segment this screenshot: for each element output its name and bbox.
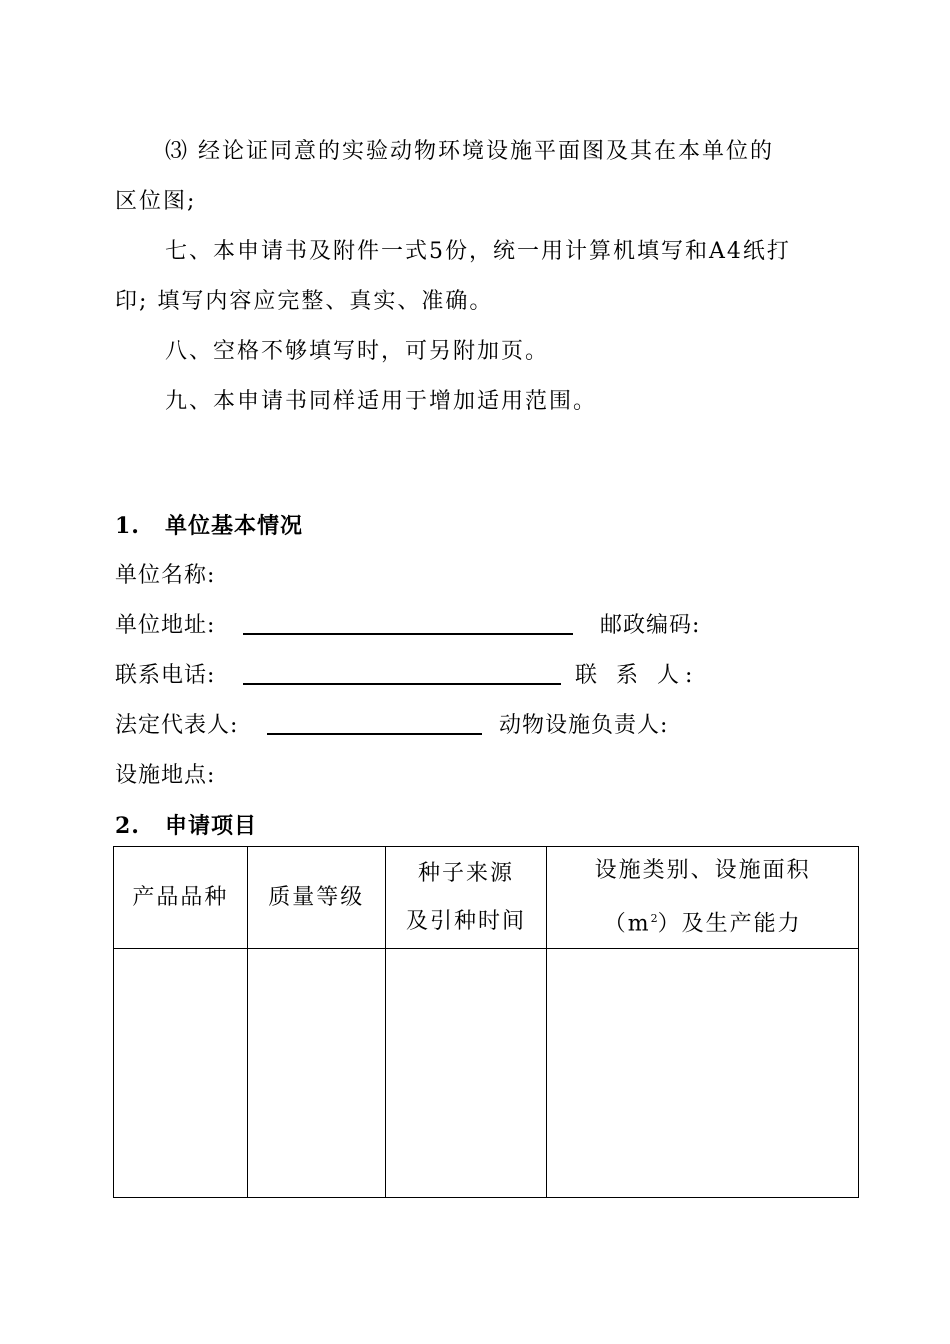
legal-rep-row <box>115 711 875 741</box>
facility-head-label: 动物设施负责人: <box>499 713 669 738</box>
phone-label: 联系电话: <box>115 663 216 688</box>
legal-rep-label: 法定代表人: <box>115 713 239 738</box>
phone-field[interactable] <box>243 683 561 685</box>
contact-label: 联 系 人: <box>575 663 699 688</box>
unit-address-field[interactable] <box>243 633 573 635</box>
header-unit-pre: （m <box>603 911 651 937</box>
section-2-title: 申请项目 <box>165 813 258 839</box>
paragraph-9: 九、本申请书同样适用于增加适用范围。 <box>165 389 598 414</box>
header-facility-info-line-2 <box>547 895 858 948</box>
header-quality-grade: 质量等级 <box>247 847 385 949</box>
table-header-row <box>114 847 859 949</box>
address-row <box>115 611 875 641</box>
paragraph-3-line-1: ⑶ 经论证同意的实验动物环境设施平面图及其在本单位的 <box>165 139 774 164</box>
facility-location-label: 设施地点: <box>115 763 216 788</box>
header-unit-sup: 2 <box>650 912 658 925</box>
header-facility-info <box>547 847 859 949</box>
legal-rep-field[interactable] <box>267 733 482 735</box>
paragraph-3-line-2: 区位图; <box>115 189 197 214</box>
section-1-title: 单位基本情况 <box>165 513 304 539</box>
postal-code-label: 邮政编码: <box>600 613 701 638</box>
cell-facility-info[interactable] <box>547 949 859 1198</box>
application-table <box>113 846 859 1198</box>
section-2-number: 2. <box>115 813 140 839</box>
header-seed-source-line-1: 种子来源 <box>417 860 514 886</box>
paragraph-8: 八、空格不够填写时，可另附加页。 <box>165 339 550 364</box>
unit-name-label: 单位名称: <box>115 563 216 588</box>
table-row <box>114 949 859 1198</box>
section-1-number: 1. <box>115 513 140 539</box>
cell-product-variety[interactable] <box>114 949 248 1198</box>
header-unit-post: ）及生产能力 <box>657 911 802 937</box>
header-seed-source <box>385 847 547 949</box>
paragraph-7-line-1: 七、本申请书及附件一式5份，统一用计算机填写和A4纸打 <box>165 239 791 264</box>
section-1-heading <box>115 511 303 541</box>
header-facility-info-line-1: 设施类别、设施面积 <box>594 858 811 883</box>
cell-seed-source[interactable] <box>385 949 547 1198</box>
unit-address-label: 单位地址: <box>115 613 216 638</box>
header-product-variety: 产品品种 <box>114 847 248 949</box>
phone-row <box>115 661 875 691</box>
section-2-heading <box>115 811 257 841</box>
paragraph-7-line-2: 印; 填写内容应完整、真实、准确。 <box>115 289 494 314</box>
cell-quality-grade[interactable] <box>247 949 385 1198</box>
header-seed-source-line-2: 及引种时间 <box>405 908 526 934</box>
